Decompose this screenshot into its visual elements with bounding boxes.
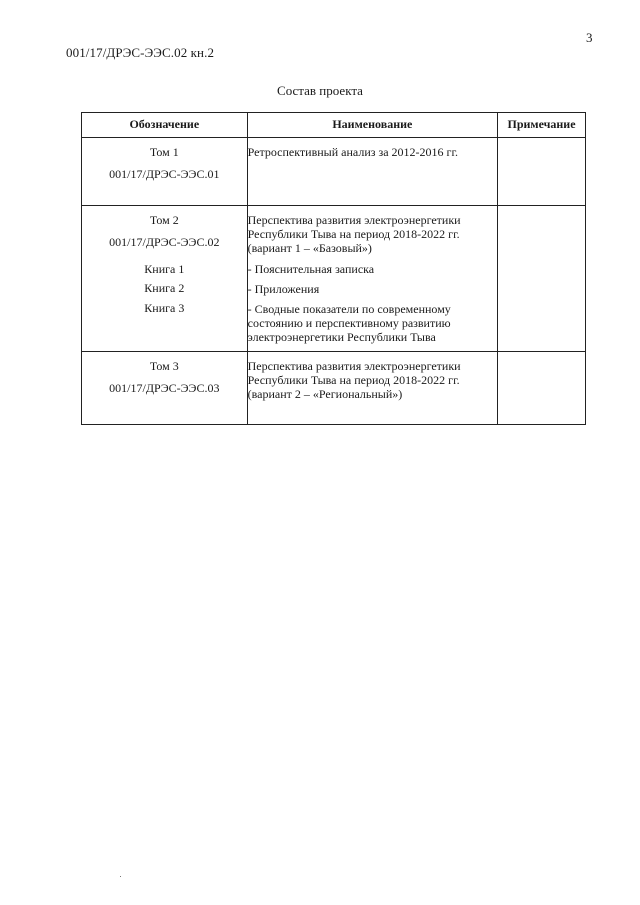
project-composition-table [81, 112, 586, 425]
note-cell [498, 138, 586, 206]
volume-name: Ретроспективный анализ за 2012-2016 гг. [247, 145, 459, 159]
volume-label: Том 1 [149, 145, 179, 159]
book-title: - Приложения [247, 282, 320, 297]
note-cell [498, 352, 586, 425]
volume-name: Перспектива развития электроэнергетики Республики Тыва на период 2018-2022 гг. (вариант 2 – «Региональный») [247, 359, 461, 401]
note-cell [498, 206, 586, 352]
name-cell [247, 352, 497, 425]
volume-label: Том 2 [149, 213, 179, 227]
book-label: Книга 2 [144, 281, 185, 296]
table-header-row [82, 113, 586, 138]
page-title: Состав проекта [277, 83, 363, 98]
column-header-name: Наименование [247, 113, 497, 138]
table-row [82, 138, 586, 206]
volume-label: Том 3 [149, 359, 179, 373]
document-code: 001/17/ДРЭС-ЭЭС.02 кн.2 [66, 45, 215, 60]
volume-code: 001/17/ДРЭС-ЭЭС.01 [109, 166, 220, 181]
table-row [82, 206, 586, 352]
scan-dot [120, 876, 121, 877]
volume-code: 001/17/ДРЭС-ЭЭС.02 [109, 234, 220, 249]
book-label: Книга 1 [144, 261, 185, 276]
book-title: - Сводные показатели по современному состоянию и перспективному развитию электроэнергетики Республики Тыва [247, 301, 451, 344]
name-cell [247, 138, 497, 206]
volume-name: Перспектива развития электроэнергетики Республики Тыва на период 2018-2022 гг. (вариант 1 – «Базовый») [247, 213, 461, 255]
table-row [82, 352, 586, 425]
code-cell [82, 138, 248, 206]
column-header-code: Обозначение [82, 113, 248, 138]
code-cell [82, 206, 248, 352]
volume-code: 001/17/ДРЭС-ЭЭС.03 [109, 380, 220, 395]
book-label: Книга 3 [144, 301, 185, 316]
code-cell [82, 352, 248, 425]
column-header-note: Примечание [498, 113, 586, 138]
page-number: 3 [586, 30, 593, 45]
book-title: - Пояснительная записка [247, 262, 375, 277]
name-cell [247, 206, 497, 352]
